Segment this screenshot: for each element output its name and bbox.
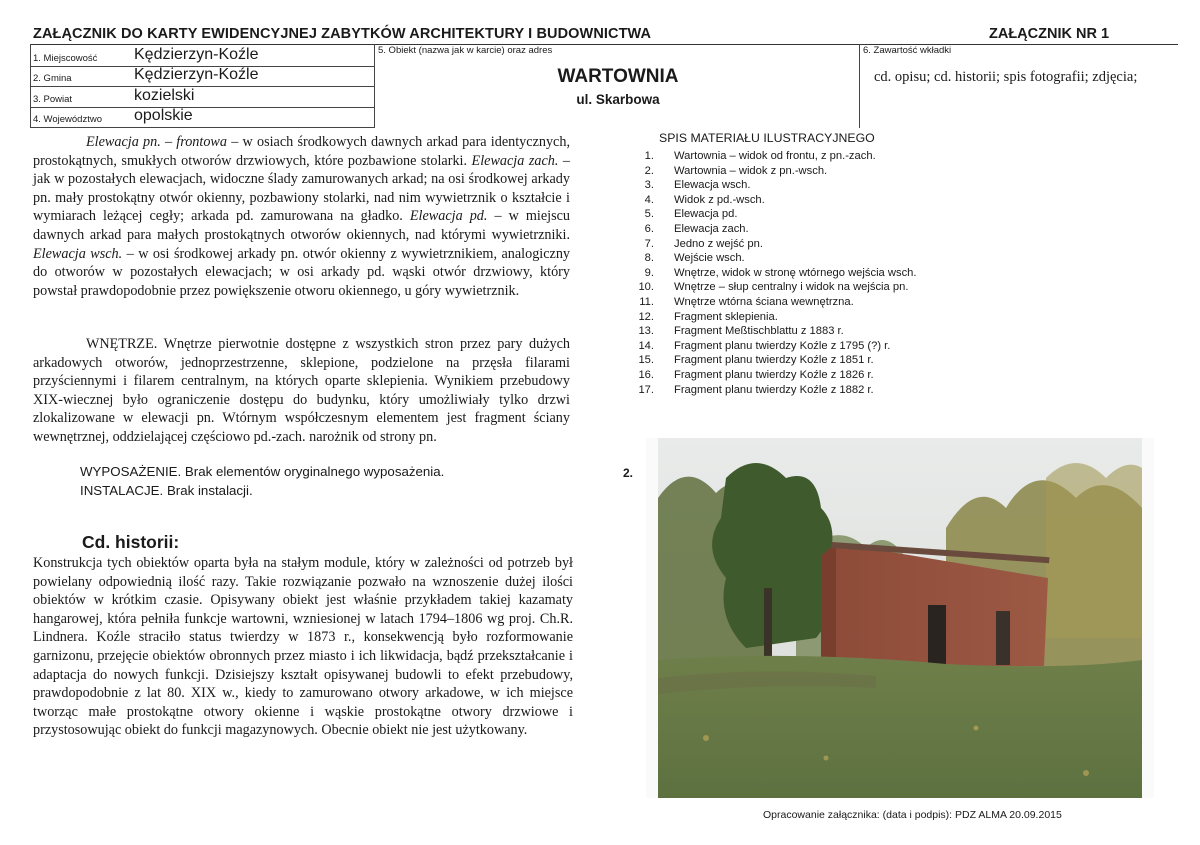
list-item-label: Wnętrze, widok w stronę wtórnego wejścia wsch. [674,266,917,279]
history-paragraph: Konstrukcja tych obiektów oparta była na stałym module, który w zależności od potrzeb był powielany odpowiednią ilość razy. Takie rozwiązanie pozwało na wznoszenie dużej ilości obiektów w krótkim czasie. Opisywany obiekt jest właśnie przykładem takiej kazamaty hangarowej, która pełniła funkcje wartowni, wzniesionej w latach 1794–1806 wg proj. Ch.R. Lindnera. Koźle straciło status twierdzy w 1873 r., konsekwencją było rozformowanie garnizonu, przejęcie obiektów obronnych przez miasto i ich likwidacja, bądź przekształcanie i adaptacja do nowych funkcji. Dzisiejszy kształt opisywanej budowli to efekt przebudowy, prawdopodobnie z lat 80. XIX w., kiedy to zamurowano otwory arkadowe, w ich miejsce tworząc małe prostokątne otwory okienne i wąskie prostokątne otwory drzwiowe i przystosowując obiekt do funkcji magazynowych. Obecnie obiekt nie jest użytkowany. [33,555,573,739]
list-item [600,251,917,266]
header-rule [30,44,1178,45]
photo-number: 2. [623,466,634,480]
list-item-label: Jedno z wejść pn. [674,237,763,250]
list-item-number: 5. [644,208,654,221]
list-item [600,368,917,383]
list-item-number: 14. [638,339,654,352]
list-item-number: 15. [638,354,654,367]
county-label: 3. Powiat [33,94,73,105]
illustration-list-title: SPIS MATERIAŁU ILUSTRACYJNEGO [659,131,875,145]
elevation-south-lead: Elewacja pd. [409,208,488,225]
list-item-number: 3. [644,179,654,192]
list-item [600,193,917,208]
list-item-number: 4. [644,193,654,206]
list-item [600,324,917,339]
elevation-east-lead: Elewacja wsch. [33,245,123,262]
list-item [600,383,917,398]
elevation-north-lead: Elewacja pn. – frontowa [86,134,227,150]
list-item-label: Fragment planu twierdzy Koźle z 1795 (?) r. [674,339,891,352]
column-divider [30,44,31,128]
elevation-west-lead: Elewacja zach. [471,152,559,169]
installations-line [80,483,253,498]
row-divider [30,127,374,128]
list-item [600,295,917,310]
list-item-label: Elewacja pd. [674,208,738,221]
voivodeship-label: 4. Województwo [33,114,102,125]
commune-label: 2. Gmina [33,73,72,84]
locality-label: 1. Miejscowość [33,53,98,64]
list-item-label: Fragment planu twierdzy Koźle z 1882 r. [674,383,874,396]
interior-paragraph: WNĘTRZE. Wnętrze pierwotnie dostępne z wszystkich stron przez pary dużych arkadowych otworów, jednoprzestrzenne, sklepione, podzielone na przęsła filarami przyściennymi i filarem centralnym, na których oparte sklepienia. Wynikiem przebudowy XIX-wiecznej było ograniczenie dostępu do budynku, który umożliwiały tylko drzwi zlokalizowane w elewacji pn. Wtórnym współczesnym elementem jest fragment ściany wewnętrznej, oddzielającej częściowo pd.-zach. narożnik od strony pn. [33,336,570,445]
document-title: ZAŁĄCZNIK DO KARTY EWIDENCYJNEJ ZABYTKÓW ARCHITEKTURY I BUDOWNICTWA [33,26,652,42]
locality-value: Kędzierzyn-Koźle [134,46,259,63]
list-item-number: 17. [638,383,654,396]
list-item [600,207,917,222]
list-item-number: 13. [638,325,654,338]
list-item-label: Widok z pd.-wsch. [674,193,765,206]
installations-text: INSTALACJE. Brak instalacji. [80,483,253,498]
commune-value: Kędzierzyn-Koźle [134,66,259,83]
list-item-label: Fragment Meßtischblattu z 1883 r. [674,325,844,338]
list-item-label: Fragment planu twierdzy Koźle z 1826 r. [674,368,874,381]
row-divider [30,107,374,108]
building-photo [646,438,1154,798]
list-item [600,353,917,368]
list-item [600,310,917,325]
list-item-number: 12. [638,310,654,323]
list-item-label: Elewacja wsch. [674,179,751,192]
list-item [600,222,917,237]
list-item-label: Fragment planu twierdzy Koźle z 1851 r. [674,354,874,367]
equipment-line [80,464,444,479]
elevation-west-text: – jak w pozostałych elewacjach, widoczne ślady zamurowanych arkad; na osi środkowej arkady pn. mały prostokątny otwór okienny, pozbawiony stolarki, nad nim wywietrznik o kształcie i wymiarach leżącej cegły; arkada pd. zamurowana na gładko. [33,152,571,225]
list-item-label: Wejście wsch. [674,252,745,265]
list-item-label: Wnętrze wtórna ściana wewnętrzna. [674,295,854,308]
list-item-label: Wnętrze – słup centralny i widok na wejścia pn. [674,281,909,294]
list-item-number: 10. [638,281,654,294]
column-divider [374,44,375,128]
elevation-south-text: – w miejscu dawnych arkad para małych prostokątnych otworów okiennych, nad którymi wywietrzniki. [33,208,570,243]
list-item [600,266,917,281]
object-address: ul. Skarbowa [576,92,660,107]
list-item [600,149,917,164]
list-item-number: 2. [644,164,654,177]
annex-number: ZAŁĄCZNIK NR 1 [989,26,1110,42]
list-item-label: Fragment sklepienia. [674,310,778,323]
elevation-east-text: – w osi środkowej arkady pn. otwór okienny z wywietrznikiem, analogiczny do otworów w pozostałych elewacjach; w osi arkady pd. wąski otwór drzwiowy, który powstał prawdopodobnie przez powiększenie otworu okiennego, u góry wywietrznik. [33,245,571,299]
equipment-text: WYPOSAŻENIE. Brak elementów oryginalnego wyposażenia. [80,464,445,479]
row-divider [30,86,374,87]
county-value: kozielski [134,87,195,104]
object-name: WARTOWNIA [557,66,679,87]
illustration-list [600,149,917,397]
list-item-label: Wartownia – widok od frontu, z pn.-zach. [674,150,876,162]
list-item-number: 11. [639,295,654,308]
list-item-label: Elewacja zach. [674,222,749,235]
column-divider [859,44,860,128]
list-item-number: 6. [644,222,654,235]
list-item-number: 7. [644,237,654,250]
elevation-north-text: – w osiach środkowych dawnych arkad para identycznych, prostokątnych, smukłych otworów drzwiowych, które pozbawione stolarki. [33,134,570,169]
list-item [600,178,917,193]
voivodeship-value: opolskie [134,107,193,124]
list-item-label: Wartownia – widok z pn.-wsch. [674,164,828,177]
list-item-number: 9. [644,266,654,279]
history-heading: Cd. historii: [82,532,180,552]
list-item-number: 16. [638,368,654,381]
list-item [600,339,917,354]
list-item-number: 1. [644,150,654,162]
contents-label: 6. Zawartość wkładki [863,45,952,56]
preparation-credit: Opracowanie załącznika: (data i podpis): PDZ ALMA 20.09.2015 [763,809,1062,821]
elevations-paragraph [33,133,570,300]
list-item [600,237,917,252]
list-item-number: 8. [644,252,654,265]
contents-value: cd. opisu; cd. historii; spis fotografii; zdjęcia; [874,69,1138,85]
object-label: 5. Obiekt (nazwa jak w karcie) oraz adres [378,45,553,56]
list-item [600,280,917,295]
list-item [600,164,917,179]
